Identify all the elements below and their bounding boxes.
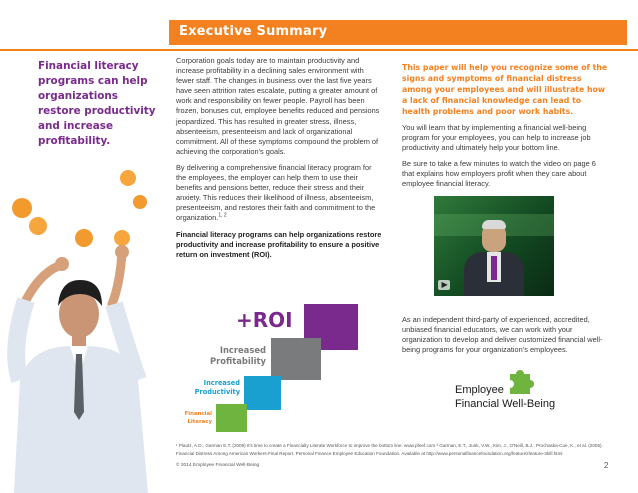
juggling-man-photo (0, 150, 150, 493)
intro-paragraph-2 (176, 163, 382, 224)
page-title: Executive Summary (179, 24, 328, 39)
presenter-hair (482, 220, 506, 229)
logo-line-1: Employee (455, 384, 504, 396)
top-rule (0, 49, 638, 51)
intro-paragraph-3: Financial literacy programs can help organizations restore productivity and increase profitability to ensure a positive return on investment (ROI). (176, 229, 382, 259)
right-paragraph-2: Be sure to take a few minutes to watch the video on page 6 that explains how employers profit when they care about employee financial literacy. (402, 159, 596, 189)
side-pull-quote: Financial literacy programs can help organizations restore productivity and increase profitability. (38, 60, 156, 147)
logo-line-2: Financial Well-Being (455, 398, 556, 410)
lead-paragraph: This paper will help you recognize some of the signs and symptoms of financial distress among your employees and will illustrate how a lack of financial knowledge can lead to health problems and poor work habits. (402, 63, 608, 116)
presenter-tie (491, 256, 497, 280)
literacy-label: Financial Literacy (184, 411, 212, 425)
intro-paragraph-1: Corporation goals today are to maintain productivity and increase profitability in a declining sales environment with fewer staff. The changes in business over the last five years have seen attrition rates escalate, putting a greater amount of work and responsibility on fewer people. Payroll has been frozen, bonuses cut, employee benefits reduced and pensions jeopardized. This has resulted in greater stress, illness, absenteeism, presenteeism and lack of organizational commitment. All of these symptoms compound the problem of achieving the corporation's goals. (176, 56, 380, 156)
copyright: © 2014 Employee Financial Well-Being (176, 463, 260, 468)
puzzle-piece-icon (506, 368, 536, 394)
intro-paragraph-2-text: By delivering a comprehensive financial literacy program for the employees, the employer can help them to use their benefits and pensions better, reduce their stress and their anxiety. This reduces their likelihood of illness, absenteeism, presenteeism, and restores their faith and commitment to the organization. (176, 162, 376, 223)
play-icon[interactable]: ▶ (438, 280, 450, 290)
roi-label: +ROI (236, 308, 293, 332)
step-productivity (244, 376, 281, 410)
intro-column (176, 56, 382, 266)
header-bar (169, 20, 627, 45)
page-number: 2 (604, 461, 609, 470)
footnotes: ¹ Plautz, A.D., Garman E.T. (2009) It's time to create a Financially Literate Workforce to improve the bottom line. www.pfeef.com ² Garman, E.T., Junk, V.W., Kim, J., O'Neill, B.J., Prochaska-Cue, K., et al. (2005). Financial Distress Among American Workers-Final Report. Personal Finance Employee Education Foundation. Available at http://www.personalfinancefoundation.org/featurezfeature-3bill.html (176, 443, 603, 456)
profitability-label: Increased Profitability (210, 345, 266, 366)
step-literacy (216, 404, 247, 432)
right-paragraph-3: As an independent third-party of experienced, accredited, unbiased financial educators, we can work with your organization to develop and deliver customized financial well-being programs for your organization's employees. (402, 315, 603, 355)
productivity-label: Increased Productivity (194, 379, 240, 396)
reference-markers: 1, 2 (218, 212, 227, 219)
right-column (402, 62, 610, 196)
brand-logo (455, 368, 565, 418)
right-paragraph-1: You will learn that by implementing a financial well-being program for your employees, you can help to increase job productivity and ultimately help your bottom line. (402, 123, 591, 153)
video-thumbnail[interactable] (434, 196, 554, 296)
step-profitability (271, 338, 321, 380)
